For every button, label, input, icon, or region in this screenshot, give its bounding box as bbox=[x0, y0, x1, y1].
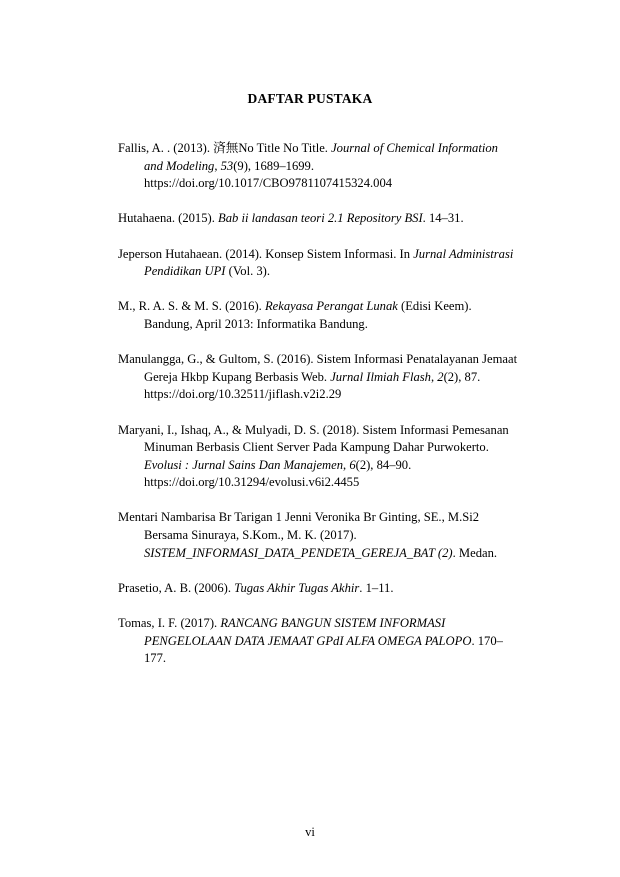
reference-italic-text: Journal of Chemical Information and Modeling bbox=[144, 141, 498, 173]
reference-italic-text: Tugas Akhir Tugas Akhir bbox=[234, 580, 360, 595]
reference-italic-text: 53 bbox=[220, 158, 234, 173]
reference-text: Maryani, I., Ishaq, A., & Mulyadi, D. S. (2018). Sistem Informasi Pemesanan Minuman Berbasis Client Server Pada Kampung Dahar Purwokerto. bbox=[118, 422, 509, 455]
reference-text: Hutahaena. (2015). bbox=[118, 211, 219, 226]
reference-entry bbox=[118, 246, 518, 281]
reference-text: (2), 87. https://doi.org/10.32511/jiflash.v2i2.29 bbox=[144, 369, 481, 402]
reference-list bbox=[118, 140, 518, 685]
reference-italic-text: Rekayasa Perangat Lunak bbox=[264, 299, 398, 314]
reference-text: . 170–177. bbox=[144, 633, 503, 666]
reference-text: (Edisi Keem). Bandung, April 2013: Informatika Bandung. bbox=[144, 299, 472, 331]
reference-text: Tomas, I. F. (2017). bbox=[118, 616, 221, 631]
reference-text: Prasetio, A. B. (2006). bbox=[118, 580, 235, 595]
reference-italic-text: Evolusi : Jurnal Sains Dan Manajemen bbox=[144, 457, 344, 472]
reference-italic-text: 6 bbox=[349, 457, 356, 472]
reference-entry bbox=[118, 140, 518, 193]
reference-text: Jeperson Hutahaean. (2014). Konsep Sistem Informasi. In bbox=[118, 246, 414, 261]
reference-italic-text: SISTEM_INFORMASI_DATA_PENDETA_GEREJA_BAT (2) bbox=[144, 545, 453, 560]
reference-italic-text: RANCANG BANGUN SISTEM INFORMASI PENGELOLAAN DATA JEMAAT GPdI ALFA OMEGA PALOPO bbox=[144, 616, 472, 648]
reference-entry bbox=[118, 580, 518, 598]
reference-text: Manulangga, G., & Gultom, S. (2016). Sistem Informasi Penatalayanan Jemaat Gereja Hkbp Kupang Berbasis Web. bbox=[118, 352, 518, 384]
reference-text: , bbox=[430, 369, 438, 384]
page-number: vi bbox=[305, 825, 315, 839]
reference-text: Mentari Nambarisa Br Tarigan 1 Jenni Veronika Br Ginting, SE., M.Si2 Bersama Sinuraya, S.Kom., M. K. (2017). bbox=[118, 510, 480, 543]
reference-entry bbox=[118, 298, 518, 333]
reference-text: . Medan. bbox=[452, 545, 498, 560]
reference-text: (9), 1689–1699. https://doi.org/10.1017/CBO9781107415324.004 bbox=[144, 158, 393, 191]
reference-entry bbox=[118, 509, 518, 562]
reference-text: , bbox=[343, 457, 350, 472]
reference-italic-text: Jurnal Ilmiah Flash bbox=[330, 369, 431, 384]
reference-text: . 14–31. bbox=[422, 211, 464, 226]
reference-italic-text: 2 bbox=[437, 369, 444, 384]
reference-italic-text: Jurnal Administrasi Pendidikan UPI bbox=[144, 246, 514, 279]
reference-text: , bbox=[214, 158, 221, 173]
reference-text: . 1–11. bbox=[359, 580, 394, 595]
reference-italic-text: Bab ii landasan teori 2.1 Repository BSI bbox=[218, 211, 423, 226]
reference-text: M., R. A. S. & M. S. (2016). bbox=[118, 299, 265, 314]
reference-entry bbox=[118, 615, 518, 668]
reference-entry bbox=[118, 210, 518, 228]
reference-text: (Vol. 3). bbox=[225, 264, 271, 279]
reference-entry bbox=[118, 422, 518, 492]
reference-text: Fallis, A. . (2013). 済無No Title No Title. bbox=[118, 141, 332, 155]
reference-text: (2), 84–90. https://doi.org/10.31294/evolusi.v6i2.4455 bbox=[144, 457, 412, 490]
reference-entry bbox=[118, 351, 518, 404]
page-title: DAFTAR PUSTAKA bbox=[247, 91, 373, 106]
